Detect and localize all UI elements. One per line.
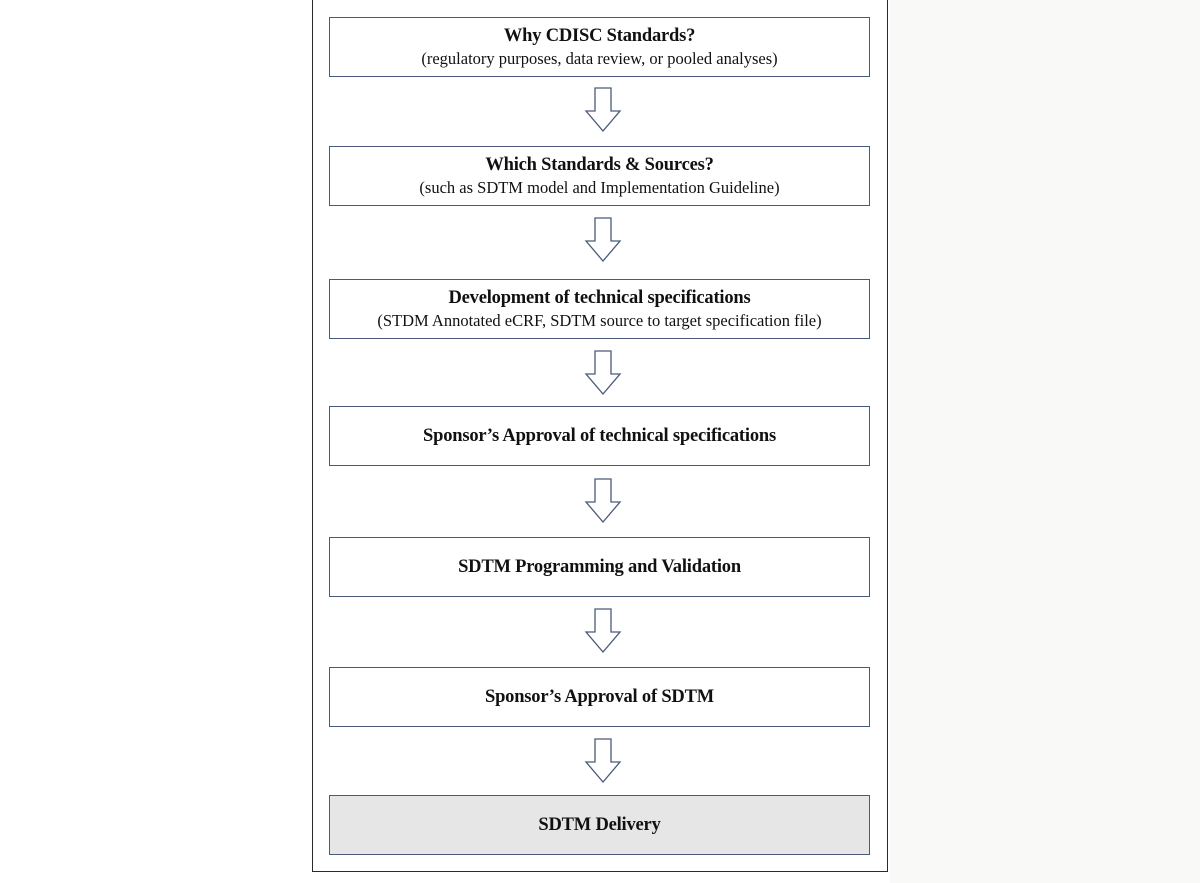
step-which-standards bbox=[329, 146, 870, 206]
step-technical-specifications bbox=[329, 279, 870, 339]
step-title: Which Standards & Sources? bbox=[485, 155, 714, 175]
step-why-cdisc bbox=[329, 17, 870, 77]
step-title: Why CDISC Standards? bbox=[503, 26, 696, 46]
step-subtitle: (regulatory purposes, data review, or pooled analyses) bbox=[421, 49, 778, 68]
down-arrow-icon bbox=[584, 738, 622, 784]
step-sdtm-delivery bbox=[329, 795, 870, 855]
step-title: SDTM Programming and Validation bbox=[458, 557, 741, 577]
right-blank-panel bbox=[890, 0, 1200, 883]
step-title: Sponsor’s Approval of technical specifications bbox=[423, 426, 776, 446]
down-arrow-icon bbox=[584, 87, 622, 133]
down-arrow-icon bbox=[584, 350, 622, 396]
down-arrow-icon bbox=[584, 217, 622, 263]
step-sponsor-approval-sdtm bbox=[329, 667, 870, 727]
step-title: Development of technical specifications bbox=[448, 288, 751, 308]
step-title: Sponsor’s Approval of SDTM bbox=[484, 687, 714, 707]
step-sponsor-approval-specs bbox=[329, 406, 870, 466]
down-arrow-icon bbox=[584, 608, 622, 654]
down-arrow-icon bbox=[584, 478, 622, 524]
step-sdtm-programming bbox=[329, 537, 870, 597]
step-subtitle: (STDM Annotated eCRF, SDTM source to target specification file) bbox=[377, 311, 822, 330]
step-subtitle: (such as SDTM model and Implementation Guideline) bbox=[419, 178, 780, 197]
step-title: SDTM Delivery bbox=[538, 815, 661, 835]
